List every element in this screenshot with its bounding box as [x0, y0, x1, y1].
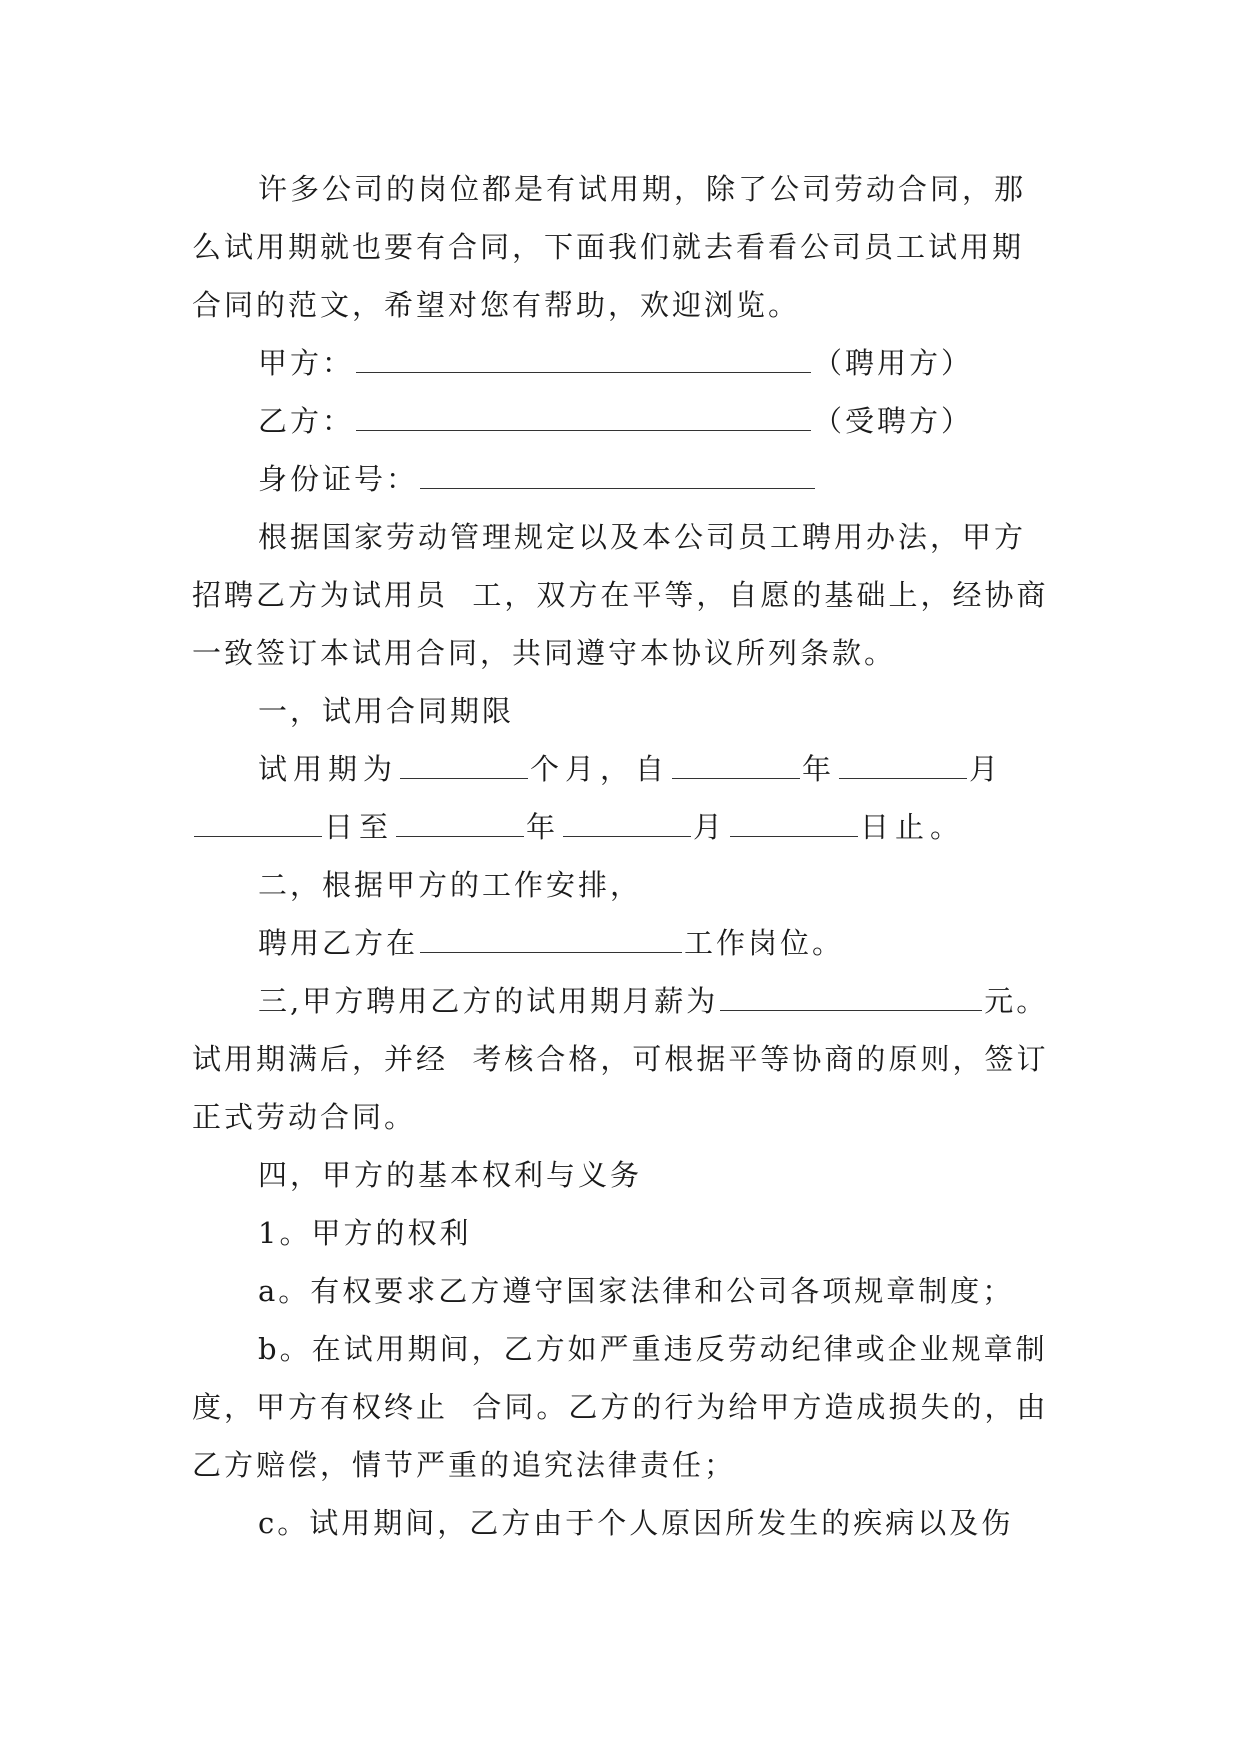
term-text-2: 个月，自 [530, 752, 671, 786]
id-number-line [192, 450, 1050, 508]
term-text-4: 月 [969, 752, 1005, 786]
section1-title: 一，试用合同期限 [258, 694, 515, 728]
position-text-2: 工作岗位。 [684, 926, 845, 960]
section2-position-line [192, 914, 1050, 972]
term-text-3: 年 [802, 752, 838, 786]
months-blank [400, 756, 528, 779]
end-month-blank [563, 814, 691, 837]
party-b-label: 乙方： [258, 404, 355, 438]
party-a-line [192, 334, 1050, 392]
intro-paragraph: 许多公司的岗位都是有试用期，除了公司劳动合同，那么试用期就也要有合同，下面我们就去看看公司员工试用期合同的范文，希望对您有帮助，欢迎浏览。 [192, 172, 1027, 322]
party-b-blank [356, 408, 811, 431]
term-text-6: 年 [526, 810, 562, 844]
start-year-blank [672, 756, 800, 779]
term-text-1: 试用期为 [258, 752, 399, 786]
term-text-5: 日至 [324, 810, 395, 844]
section3-paragraph [192, 972, 1050, 1146]
preamble-paragraph: 根据国家劳动管理规定以及本公司员工聘用办法，甲方招聘乙方为试用员 工，双方在平等，自愿的基础上，经协商一致签订本试用合同，共同遵守本协议所列条款。 [192, 520, 1049, 670]
id-number-blank [420, 466, 815, 489]
position-blank [420, 930, 682, 953]
term-text-8: 日止。 [860, 810, 966, 844]
section4-title: 四，甲方的基本权利与义务 [258, 1158, 643, 1192]
party-b-suffix: （受聘方） [813, 404, 974, 438]
party-a-blank [356, 350, 811, 373]
section4-item-a: a。有权要求乙方遵守国家法律和公司各项规章制度； [258, 1274, 1015, 1308]
start-day-blank [194, 814, 322, 837]
id-number-label: 身份证号： [258, 462, 419, 496]
end-day-blank [730, 814, 858, 837]
section2-title: 二，根据甲方的工作安排， [258, 868, 643, 902]
start-month-blank [839, 756, 967, 779]
section4-item-c: c。试用期间，乙方由于个人原因所发生的疾病以及伤 [258, 1506, 1014, 1540]
salary-blank [720, 988, 982, 1011]
party-a-label: 甲方： [258, 346, 355, 380]
term-text-7: 月 [693, 810, 729, 844]
section4-item-b: b。在试用期间，乙方如严重违反劳动纪律或企业规章制度，甲方有权终止 合同。乙方的行为给甲方造成损失的，由乙方赔偿，情节严重的追究法律责任； [192, 1332, 1049, 1482]
section1-term-line [192, 740, 1050, 856]
section4-sub1: 1。甲方的权利 [258, 1216, 472, 1250]
party-b-line [192, 392, 1050, 450]
contract-body [192, 160, 1050, 1552]
position-text-1: 聘用乙方在 [258, 926, 419, 960]
salary-text-1: 三,甲方聘用乙方的试用期月薪为 [258, 984, 719, 1018]
party-a-suffix: （聘用方） [813, 346, 974, 380]
salary-text-2: 元。试用期满后，并经 考核合格，可根据平等协商的原则，签订正式劳动合同。 [192, 984, 1049, 1134]
end-year-blank [396, 814, 524, 837]
